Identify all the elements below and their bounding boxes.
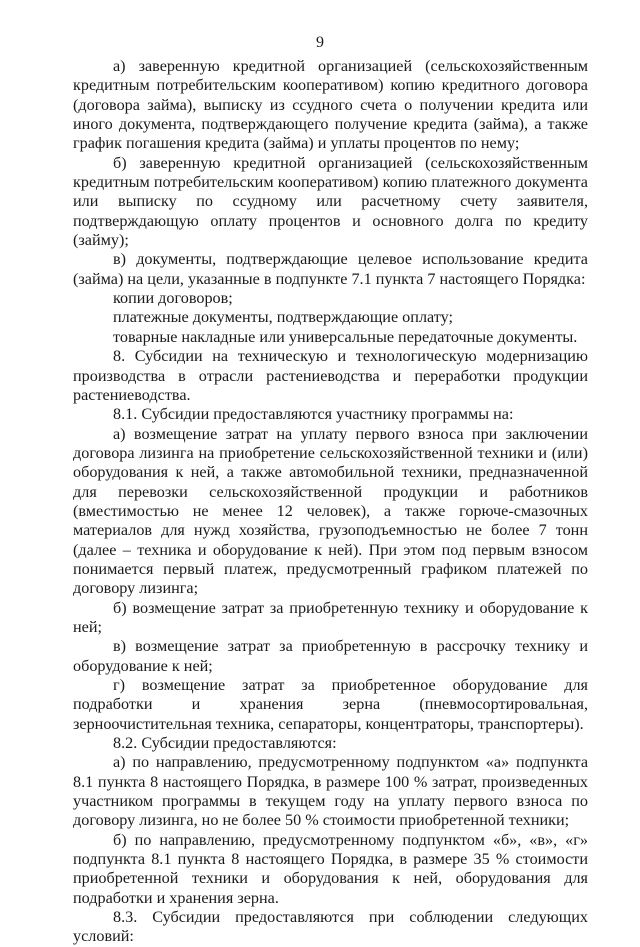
paragraph-a-credit-copy: а) заверенную кредитной организацией (сельскохозяйственным кредитным потребительским кооперативом) копию кредитного договора (договора займа), выписку из ссудного счета о получении кредита или иного документа, подтверждающего получение кредита (займа), а также график погашения кредита (займа) и уплаты процентов по нему; [73,57,588,153]
subsection-8-1-intro: 8.1. Субсидии предоставляются участнику программы на: [113,405,514,424]
subsection-8-1-b: б) возмещение затрат за приобретенную технику и оборудование к ней; [73,598,588,636]
subsection-8-1-a: а) возмещение затрат на уплату первого взноса при заключении договора лизинга на приобретение сельскохозяйственной техники и (или) оборудования к ней, а также автомобильной техники, предназначенной для перевозки сельскохозяйственной продукции и работников (вместимостью не менее 12 человек), а также горюче-смазочных материалов для нужд хозяйства, грузоподъемностью не более 7 тонн (далее – техника и оборудование к ней). При этом под первым взносом понимается первый платеж, предусмотренный графиком платежей по договору лизинга; [73,424,588,598]
subsection-8-2-intro: 8.2. Субсидии предоставляются: [113,734,337,753]
document-body [73,57,588,947]
list-item-payment-documents: платежные документы, подтверждающие оплату; [113,308,454,327]
subsection-8-1-v: в) возмещение затрат за приобретенную в рассрочку технику и оборудование к ней; [73,637,588,675]
paragraph-v-target-use-documents: в) документы, подтверждающие целевое использование кредита (займа) на цели, указанные в подпункте 7.1 пункта 7 настоящего Порядка: [73,250,588,288]
page-number: 9 [316,34,324,51]
section-8-heading: 8. Субсидии на техническую и технологическую модернизацию производства в отрасли растениеводства и переработки продукции растениеводства. [73,347,588,404]
subsection-8-2-b: б) по направлению, предусмотренному подпунктом «б», «в», «г» подпункта 8.1 пункта 8 настоящего Порядка, в размере 35 % стоимости приобретенной техники и оборудования к ней, оборудования для подработки и хранения зерна. [73,830,588,907]
subsection-8-2-a: а) по направлению, предусмотренному подпунктом «а» подпункта 8.1 пункта 8 настоящего Порядка, в размере 100 % затрат, произведенных участником программы в текущем году на уплату первого взноса по договору лизинга, но не более 50 % стоимости приобретенной техники; [73,753,588,830]
subsection-8-3-intro: 8.3. Субсидии предоставляются при соблюдении следующих условий: [73,908,588,946]
paragraph-b-payment-copy: б) заверенную кредитной организацией (сельскохозяйственным кредитным потребительским кооперативом) копию платежного документа или выписку по ссудному или расчетному счету заявителя, подтверждающую оплату процентов и основного долга по кредиту (займу); [73,153,588,250]
subsection-8-1-g: г) возмещение затрат за приобретенное оборудование для подработки и хранения зерна (пневмосортировальная, зерноочистительная техника, сепараторы, концентраторы, транспортеры). [73,676,588,733]
list-item-waybills: товарные накладные или универсальные передаточные документы. [113,327,578,346]
list-item-contract-copies: копии договоров; [113,289,233,308]
